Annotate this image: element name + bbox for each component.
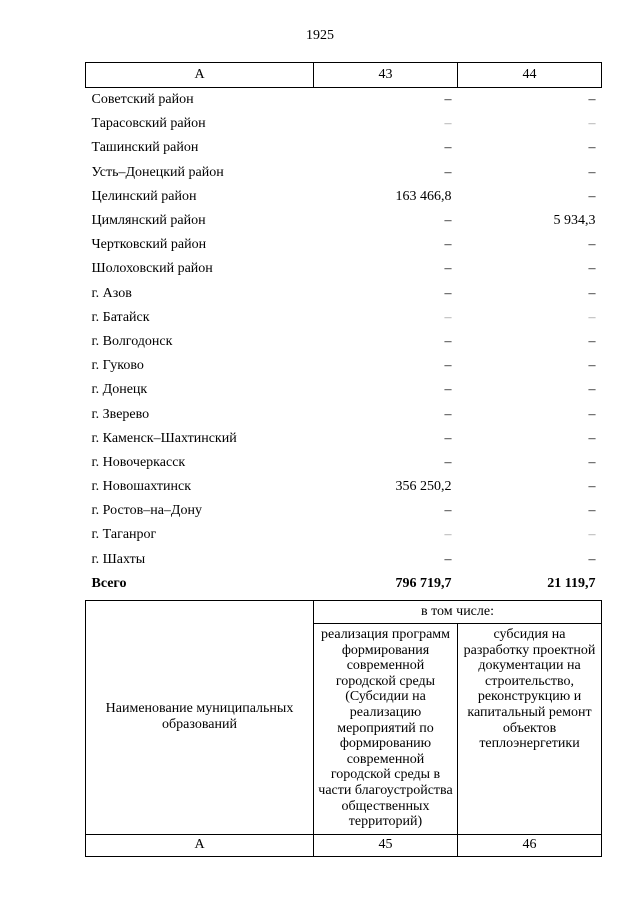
table-row xyxy=(86,548,602,572)
header-col-43: 43 xyxy=(314,63,458,88)
value-col-43: – xyxy=(444,454,452,470)
value-col-43: – xyxy=(444,309,452,325)
table-row xyxy=(86,475,602,499)
table-row xyxy=(86,161,602,185)
code-col-a: А xyxy=(86,834,314,856)
value-col-43: – xyxy=(444,140,452,156)
value-col-44: – xyxy=(588,527,596,543)
table-row xyxy=(86,523,602,547)
value-col-43: – xyxy=(444,406,452,422)
table-row xyxy=(86,112,602,136)
value-col-43: 356 250,2 xyxy=(395,479,452,495)
header-table-cols-45-46 xyxy=(85,600,602,857)
value-col-43: – xyxy=(444,358,452,374)
value-col-44: – xyxy=(588,430,596,446)
table-row xyxy=(86,402,602,426)
table-row xyxy=(86,451,602,475)
municipality-name: г. Батайск xyxy=(91,309,150,325)
municipality-name: г. Гуково xyxy=(91,358,144,374)
value-col-44: – xyxy=(588,406,596,422)
value-col-43: – xyxy=(444,92,452,108)
table-row xyxy=(86,233,602,257)
value-col-43: – xyxy=(444,237,452,253)
municipality-name: Усть–Донецкий район xyxy=(91,164,224,180)
value-col-44: – xyxy=(588,309,596,325)
code-col-46: 46 xyxy=(458,834,602,856)
municipality-name: Советский район xyxy=(91,92,194,108)
value-col-43: – xyxy=(444,116,452,132)
table-row xyxy=(86,427,602,451)
municipality-name: г. Шахты xyxy=(91,551,146,567)
header-col-44: 44 xyxy=(458,63,602,88)
code-col-45: 45 xyxy=(314,834,458,856)
value-col-44: – xyxy=(588,261,596,277)
municipality-name: г. Азов xyxy=(91,285,132,301)
table-row xyxy=(86,499,602,523)
value-col-44: – xyxy=(588,333,596,349)
value-col-43: – xyxy=(444,382,452,398)
including-header: в том числе: xyxy=(314,601,602,624)
value-col-43: – xyxy=(444,551,452,567)
table-body xyxy=(86,88,602,596)
value-col-44: – xyxy=(588,551,596,567)
value-col-44: – xyxy=(588,164,596,180)
municipality-name: г. Волгодонск xyxy=(91,333,173,349)
value-col-44: 5 934,3 xyxy=(553,213,596,229)
table-row xyxy=(86,282,602,306)
value-col-43: – xyxy=(444,430,452,446)
municipality-name: г. Донецк xyxy=(91,382,148,398)
value-col-44: – xyxy=(588,479,596,495)
table-row xyxy=(86,354,602,378)
value-col-43: – xyxy=(444,527,452,543)
page-number: 1925 xyxy=(306,28,334,43)
value-col-43: – xyxy=(444,333,452,349)
value-col-44: – xyxy=(588,285,596,301)
value-col-44: – xyxy=(588,116,596,132)
municipality-name: Шолоховский район xyxy=(91,261,213,277)
col-45-description: реализация программ формирования современной городской среды (Субсидии на реализацию мероприятий по формированию современной городской среды в части благоустройства общественных территорий) xyxy=(314,624,458,835)
value-col-44: – xyxy=(588,382,596,398)
municipality-name: Цимлянский район xyxy=(91,213,206,229)
value-col-43: – xyxy=(444,285,452,301)
table-row xyxy=(86,330,602,354)
municipality-name: Тарасовский район xyxy=(91,116,206,132)
total-label: Всего xyxy=(91,575,127,591)
municipality-name: Целинский район xyxy=(91,188,197,204)
municipality-name: г. Каменск–Шахтинский xyxy=(91,430,237,446)
total-col-44: 21 119,7 xyxy=(547,575,596,591)
table-row xyxy=(86,378,602,402)
table-row xyxy=(86,306,602,330)
value-col-43: – xyxy=(444,503,452,519)
municipality-name: г. Таганрог xyxy=(91,527,157,543)
table-row xyxy=(86,185,602,209)
table-row xyxy=(86,136,602,160)
value-col-44: – xyxy=(588,188,596,204)
total-row xyxy=(86,572,602,596)
total-col-43: 796 719,7 xyxy=(395,575,452,591)
table-row xyxy=(86,209,602,233)
value-col-43: 163 466,8 xyxy=(395,188,452,204)
header-col-a: А xyxy=(86,63,314,88)
value-col-44: – xyxy=(588,358,596,374)
value-col-43: – xyxy=(444,164,452,180)
table-row xyxy=(86,88,602,113)
value-col-43: – xyxy=(444,261,452,277)
value-col-44: – xyxy=(588,237,596,253)
municipality-name: г. Новошахтинск xyxy=(91,479,192,495)
municipality-name: г. Новочеркасск xyxy=(91,454,186,470)
col-46-description: субсидия на разработку проектной документации на строительство, реконструкцию и капитальный ремонт объектов теплоэнергетики xyxy=(458,624,602,835)
value-col-44: – xyxy=(588,92,596,108)
value-col-43: – xyxy=(444,213,452,229)
value-col-44: – xyxy=(588,140,596,156)
header-row xyxy=(86,63,602,88)
value-col-44: – xyxy=(588,454,596,470)
municipality-name: г. Ростов–на–Дону xyxy=(91,503,202,519)
municipality-name: Чертковский район xyxy=(91,237,207,253)
table-row xyxy=(86,257,602,281)
municipality-name-header: Наименование муниципальных образований xyxy=(86,601,314,835)
budget-table-cols-43-44 xyxy=(85,62,602,596)
municipality-name: г. Зверево xyxy=(91,406,150,422)
value-col-44: – xyxy=(588,503,596,519)
municipality-name: Ташинский район xyxy=(91,140,199,156)
